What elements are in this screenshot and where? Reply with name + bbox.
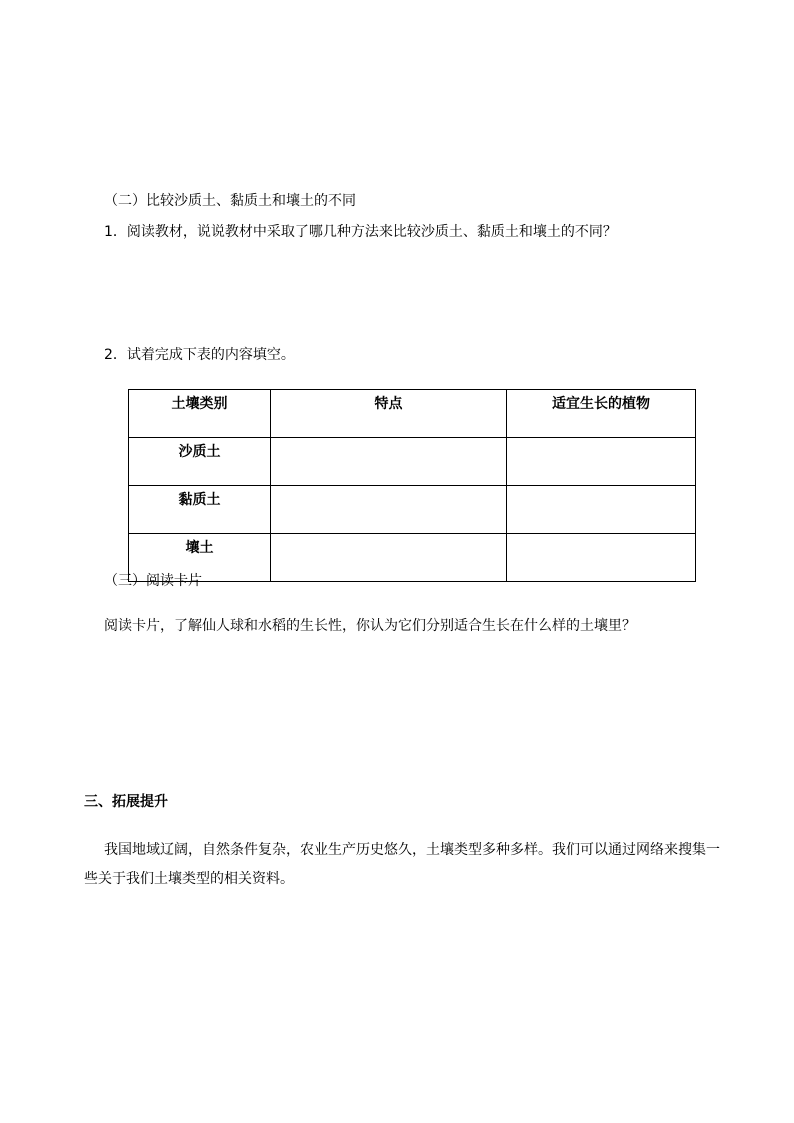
- table-row: [129, 438, 696, 486]
- feature-cell[interactable]: [271, 486, 507, 534]
- read-card-question: 阅读卡片，了解仙人球和水稻的生长性，你认为它们分别适合生长在什么样的土壤里？: [104, 618, 636, 634]
- plants-cell[interactable]: [507, 438, 696, 486]
- row-category-loam: 壤土: [129, 534, 271, 582]
- row-category-sandy-soil: 沙质土: [129, 438, 271, 486]
- row-category-clay-soil: 黏质土: [129, 486, 271, 534]
- column-header-plants: 适宜生长的植物: [507, 390, 696, 438]
- question-2: 2．试着完成下表的内容填空。: [104, 347, 295, 363]
- column-header-category: 土壤类别: [129, 390, 271, 438]
- plants-cell[interactable]: [507, 486, 696, 534]
- extension-paragraph: 我国地域辽阔，自然条件复杂，农业生产历史悠久，土壤类型多种多样。我们可以通过网络来搜集一些关于我们土壤类型的相关资料。: [84, 842, 720, 887]
- table-row: [129, 534, 696, 582]
- part-heading-extension: 三、拓展提升: [84, 794, 168, 810]
- feature-cell[interactable]: [271, 534, 507, 582]
- column-header-feature: 特点: [271, 390, 507, 438]
- feature-cell[interactable]: [271, 438, 507, 486]
- section-heading-read-card: （三）阅读卡片: [104, 573, 202, 589]
- soil-comparison-table: [128, 389, 696, 582]
- section-heading-compare-soils: （二）比较沙质土、黏质土和壤土的不同: [104, 193, 356, 209]
- table-header-row: [129, 390, 696, 438]
- plants-cell[interactable]: [507, 534, 696, 582]
- table-row: [129, 486, 696, 534]
- question-1: 1．阅读教材，说说教材中采取了哪几种方法来比较沙质土、黏质土和壤土的不同？: [104, 224, 617, 240]
